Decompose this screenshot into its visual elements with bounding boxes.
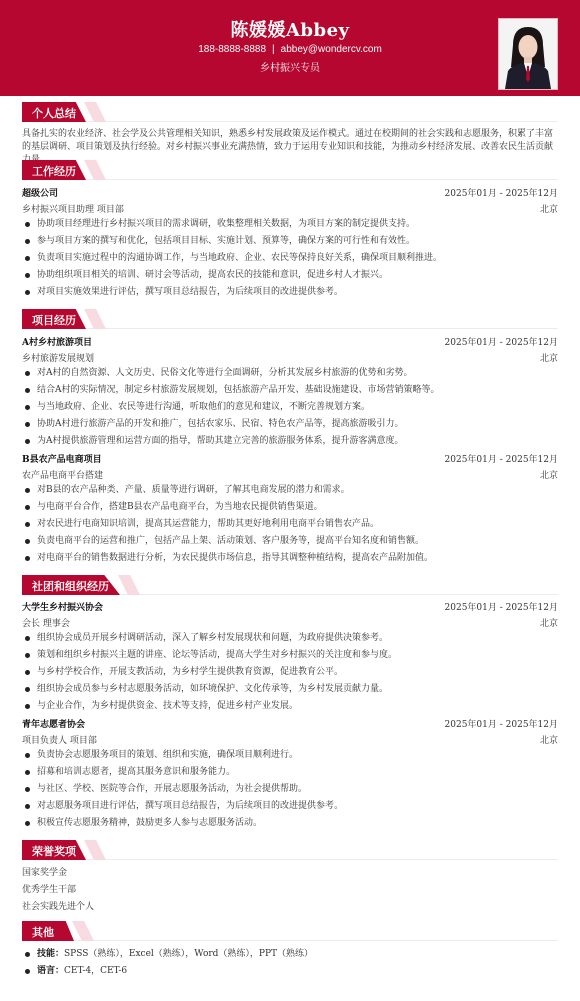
summary-text: 具备扎实的农业经济、社会学及公共管理相关知识，熟悉乡村发展政策及运作模式。通过在校期间的社会实践和志愿服务，积累了丰富的基层调研、项目策划及执行经验。对乡村振兴事业充满热情，致力于运用专业知识和技能，为推动乡村经济发展、改善农民生活贡献 [22, 129, 554, 152]
entry-location: 北京 [539, 471, 558, 481]
entry-org: 大学生乡村振兴协会 [22, 603, 104, 613]
list-item: 对项目实施效果进行评估，撰写项目总结报告，为后续项目的改进提供参考。 [22, 286, 558, 303]
list-item: 国家奖学金 [22, 868, 68, 878]
entry-org: B县农产品电商项目 [22, 455, 102, 465]
project-entry [22, 452, 558, 569]
entry-role: 乡村旅游发展规划 [22, 354, 95, 364]
section-header-projects [22, 309, 558, 329]
job-objective: 乡村振兴专员 [260, 63, 320, 74]
entry-org: A村乡村旅游项目 [22, 338, 92, 348]
contact-line [0, 44, 580, 55]
project-entry [22, 335, 558, 452]
contact-separator: | [272, 44, 275, 55]
entry-location: 北京 [539, 619, 558, 629]
list-item: 对农民进行电商知识培训，提高其运营能力，帮助其更好地利用电商平台销售农产品。 [22, 518, 558, 535]
candidate-name: 陈媛媛Abbey [230, 20, 350, 41]
entry-role: 会长 理事会 [22, 619, 70, 629]
entry-date: 2025年01月 - 2025年12月 [444, 455, 558, 465]
section-title: 其他 [32, 926, 54, 939]
section-header-campus [22, 575, 558, 595]
section-divider [22, 940, 558, 941]
list-item: 招募和培训志愿者，提高其服务意识和服务能力。 [22, 766, 558, 783]
list-item: 协助项目经理进行乡村振兴项目的需求调研，收集整理相关数据，为项目方案的制定提供支持。 [22, 218, 558, 235]
campus-entry [22, 717, 558, 834]
list-item: 与企业合作，为乡村提供资金、技术等支持，促进乡村产业发展。 [22, 700, 558, 717]
list-item: 协助A村进行旅游产品的开发和推广，包括农家乐、民宿、特色农产品等，提高旅游吸引力。 [22, 418, 558, 435]
phone-number: 188-8888-8888 [198, 44, 267, 55]
entry-role: 乡村振兴项目助理 项目部 [22, 205, 124, 215]
list-item: 组织协会成员开展乡村调研活动，深入了解乡村发展现状和问题，为政府提供决策参考。 [22, 632, 558, 649]
section-tab-accent [118, 575, 140, 595]
awards-list [22, 867, 94, 918]
section-title: 个人总结 [32, 107, 76, 120]
section-title: 工作经历 [32, 165, 76, 178]
list-item: 与社区、学校、医院等合作，开展志愿服务活动，为社会提供帮助。 [22, 783, 558, 800]
list-item: 社会实践先进个人 [22, 902, 95, 912]
section-tab-accent [84, 840, 106, 860]
others-list [22, 948, 313, 982]
list-item: 负责项目实施过程中的沟通协调工作，与当地政府、企业、农民等保持良好关系，确保项目顺利推进。 [22, 252, 558, 269]
list-item: 负责协会志愿服务项目的策划、组织和实施，确保项目顺利进行。 [22, 749, 558, 766]
entry-role: 项目负责人 项目部 [22, 736, 97, 746]
list-item: 协助组织项目相关的培训、研讨会等活动，提高农民的技能和意识，促进乡村人才振兴。 [22, 269, 558, 286]
section-title: 社团和组织经历 [32, 580, 109, 593]
section-tab-accent [72, 921, 94, 941]
resume-header [0, 0, 580, 96]
list-item: 对志愿服务项目进行评估，撰写项目总结报告，为后续项目的改进提供参考。 [22, 800, 558, 817]
list-item: 优秀学生干部 [22, 885, 77, 895]
entry-org: 超级公司 [22, 189, 59, 199]
bullet-list [22, 632, 558, 717]
profile-photo [498, 18, 558, 90]
language-value: CET-4，CET-6 [64, 966, 128, 976]
list-item: 对A村的自然资源、人文历史、民俗文化等进行全面调研，分析其发展乡村旅游的优势和劣势。 [22, 367, 558, 384]
section-tab-accent [84, 160, 106, 180]
section-tab-accent [84, 309, 106, 329]
section-tab-accent [84, 102, 106, 122]
section-title: 项目经历 [32, 314, 76, 327]
list-item: 为A村提供旅游管理和运营方面的指导，帮助其建立完善的旅游服务体系，提升游客满意度。 [22, 435, 558, 452]
list-item: 与乡村学校合作，开展支教活动，为乡村学生提供教育资源，促进教育公平。 [22, 666, 558, 683]
entry-role: 农产品电商平台搭建 [22, 471, 104, 481]
section-header-others [22, 921, 558, 941]
list-item: 组织协会成员参与乡村志愿服务活动，如环境保护、文化传承等，为乡村发展贡献力量。 [22, 683, 558, 700]
section-header-awards [22, 840, 558, 860]
list-item: 策划和组织乡村振兴主题的讲座、论坛等活动，提高大学生对乡村振兴的关注度和参与度。 [22, 649, 558, 666]
language-label: 语言： [37, 966, 65, 976]
entry-org: 青年志愿者协会 [22, 720, 86, 730]
list-item: 与电商平台合作，搭建B县农产品电商平台，为当地农民提供销售渠道。 [22, 501, 558, 518]
entry-date: 2025年01月 - 2025年12月 [444, 603, 558, 613]
list-item: 负责电商平台的运营和推广，包括产品上架、活动策划、客户服务等，提高平台知名度和销售额。 [22, 535, 558, 552]
list-item: 积极宣传志愿服务精神，鼓励更多人参与志愿服务活动。 [22, 817, 558, 834]
entry-location: 北京 [539, 205, 558, 215]
entry-location: 北京 [539, 736, 558, 746]
list-item: 与当地政府、企业、农民等进行沟通，听取他们的意见和建议，不断完善规划方案。 [22, 401, 558, 418]
email-address: abbey@wondercv.com [280, 44, 382, 55]
entry-date: 2025年01月 - 2025年12月 [444, 189, 558, 199]
portrait-image [499, 19, 557, 89]
entry-date: 2025年01月 - 2025年12月 [444, 720, 558, 730]
list-item [22, 948, 313, 965]
list-item: 对B县的农产品种类、产量、质量等进行调研，了解其电商发展的潜力和需求。 [22, 484, 558, 501]
campus-entry [22, 600, 558, 717]
entry-location: 北京 [539, 354, 558, 364]
entry-date: 2025年01月 - 2025年12月 [444, 338, 558, 348]
bullet-list [22, 484, 558, 569]
section-header-summary [22, 102, 558, 122]
bullet-list [22, 218, 558, 303]
list-item: 对电商平台的销售数据进行分析，为农民提供市场信息，指导其调整种植结构，提高农产品附加值。 [22, 552, 558, 569]
skills-value: SPSS（熟练），Excel（熟练），Word（熟练），PPT（熟练） [64, 949, 314, 959]
skills-label: 技能： [37, 949, 65, 959]
list-item: 参与项目方案的撰写和优化，包括项目目标、实施计划、预算等，确保方案的可行性和有效性。 [22, 235, 558, 252]
bullet-list [22, 749, 558, 834]
section-title: 荣誉奖项 [32, 845, 76, 858]
list-item: 结合A村的实际情况，制定乡村旅游发展规划，包括旅游产品开发、基础设施建设、市场营销策略等。 [22, 384, 558, 401]
bullet-list [22, 367, 558, 452]
list-item [22, 965, 313, 982]
section-header-work [22, 160, 558, 180]
work-entry [22, 186, 558, 303]
